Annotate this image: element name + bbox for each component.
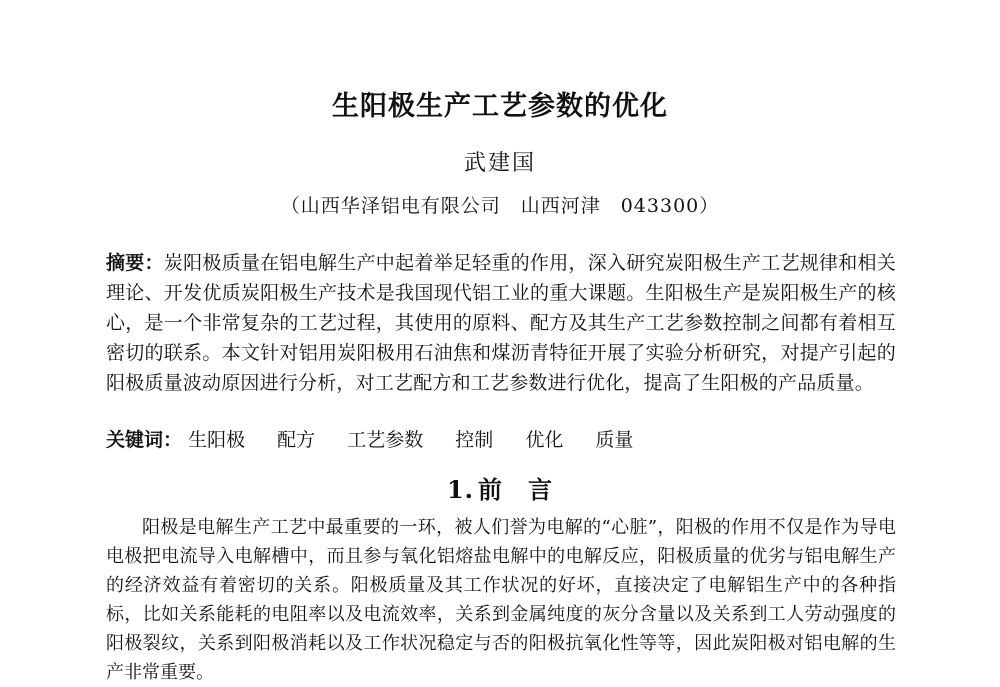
- paper-title: 生阳极生产工艺参数的优化: [332, 91, 668, 122]
- abstract-label: 摘要：: [106, 252, 164, 274]
- section-heading: [0, 470, 1000, 505]
- keyword: 工艺参数: [347, 429, 424, 451]
- author-affiliation: （山西华泽铝电有限公司 山西河津 043300）: [280, 195, 720, 217]
- keyword: 质量: [595, 429, 634, 451]
- author-name: 武建国: [463, 151, 536, 176]
- keywords: [106, 425, 896, 455]
- abstract: [106, 248, 896, 398]
- keyword: 优化: [525, 429, 564, 451]
- keyword: 配方: [277, 429, 316, 451]
- keyword: 生阳极: [188, 429, 246, 451]
- keyword: 控制: [455, 429, 494, 451]
- keywords-label: 关键词：: [106, 429, 183, 451]
- section-number: 1.: [446, 475, 475, 504]
- abstract-text: 炭阳极质量在铝电解生产中起着举足轻重的作用，深入研究炭阳极生产工艺规律和相关理论、开发优质炭阳极生产技术是我国现代铝工业的重大课题。生阳极生产是炭阳极生产的核心，是一个非常复杂的工艺过程，其使用的原料、配方及其生产工艺参数控制之间都有着相互密切的联系。本文针对铝用炭阳极用石油焦和煤沥青特征开展了实验分析研究，对提产引起的阳极质量波动原因进行分析，对工艺配方和工艺参数进行优化，提高了生阳极的产品质量。: [106, 252, 896, 394]
- section-paragraph: 阳极是电解生产工艺中最重要的一环，被人们誉为电解的“心脏”，阳极的作用不仅是作为导电电极把电流导入电解槽中，而且参与氧化铝熔盐电解中的电解反应，阳极质量的优劣与铝电解生产的经济效益有着密切的关系。阳极质量及其工作状况的好坏，直接决定了电解铝生产中的各种指标，比如关系能耗的电阻率以及电流效率，关系到金属纯度的灰分含量以及关系到工人劳动强度的阳极裂纹，关系到阳极消耗以及工作状况稳定与否的阳极抗氧化性等等，因此炭阳极对铝电解的生产非常重要。: [106, 517, 896, 683]
- section-title-text: 前 言: [478, 475, 554, 504]
